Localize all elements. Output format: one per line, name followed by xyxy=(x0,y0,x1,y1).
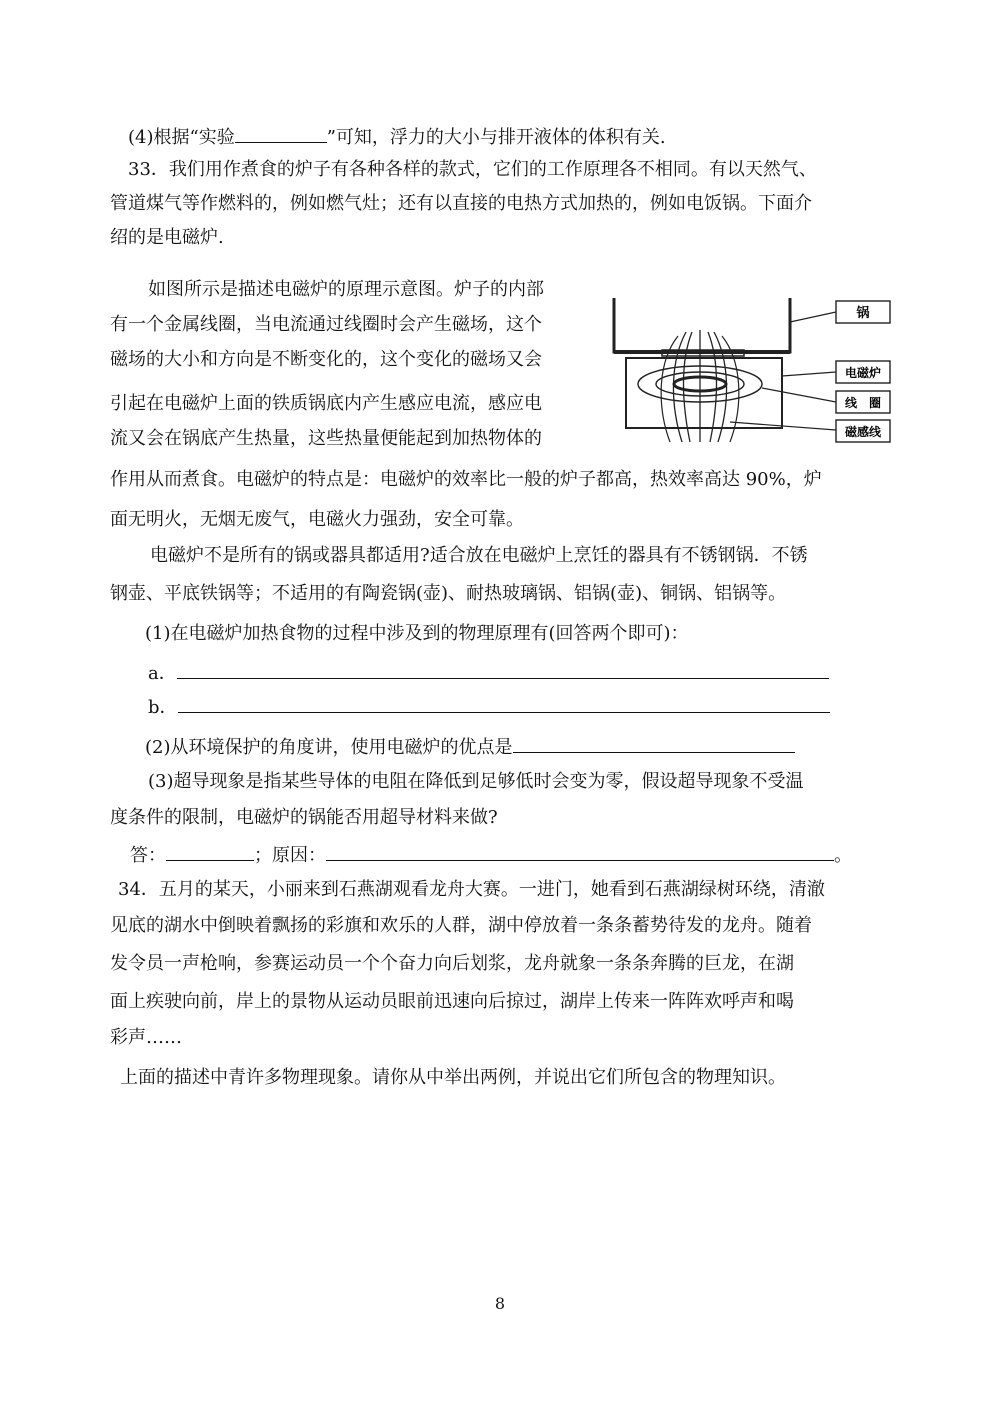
q33-p3-line1: 电磁炉不是所有的锅或器具都适用?适合放在电磁炉上烹饪的器具有不锈钢锅．不锈 xyxy=(150,545,808,566)
q32-part4-before: (4)根据“实验 xyxy=(128,127,235,148)
page-number: 8 xyxy=(494,1294,506,1313)
ans-blank[interactable] xyxy=(166,842,254,861)
cooker-body xyxy=(626,358,782,428)
sub2-text: (2)从环境保护的角度讲，使用电磁炉的优点是 xyxy=(145,737,513,758)
q32-answer-blank[interactable] xyxy=(235,124,327,143)
q32-part4-after: ”可知，浮力的大小与排开液体的体积有关. xyxy=(326,127,666,148)
q33-p2-line3: 磁场的大小和方向是不断变化的，这个变化的磁场又会 xyxy=(110,349,542,370)
q34-line2: 见底的湖水中倒映着飘扬的彩旗和欢乐的人群，湖中停放着一条条蓄势待发的龙舟。随着 xyxy=(110,915,812,936)
q33-sub3-line1: (3)超导现象是指某些导体的电阻在降低到足够低时会变为零，假设超导现象不受温 xyxy=(148,771,804,792)
q34-line5: 彩声…… xyxy=(110,1027,182,1048)
q33-p2-line5: 流又会在锅底产生热量，这些热量便能起到加热物体的 xyxy=(110,428,542,449)
q34-line3: 发令员一声枪响，参赛运动员一个个奋力向后划浆，龙舟就象一条条奔腾的巨龙，在湖 xyxy=(110,953,794,974)
answer-b-blank[interactable] xyxy=(178,694,830,713)
leader-coil xyxy=(762,388,836,402)
q33-sub3-line2: 度条件的限制，电磁炉的锅能否用超导材料来做? xyxy=(110,807,498,828)
leader-pot xyxy=(790,312,836,322)
sub2-answer-blank[interactable] xyxy=(513,734,795,753)
leader-cooker xyxy=(782,372,836,376)
q33-p2-line4: 引起在电磁炉上面的铁质锅底内产生感应电流，感应电 xyxy=(110,393,542,414)
reason-blank[interactable] xyxy=(326,842,834,861)
label-b: b． xyxy=(148,697,178,718)
answer-a-blank[interactable] xyxy=(177,660,829,679)
q33-p3-line2: 钢壶、平底铁锅等；不适用的有陶瓷锅(壶)、耐热玻璃锅、铝锅(壶)、铜锅、铝锅等。 xyxy=(110,583,787,604)
diagram-svg xyxy=(600,292,900,452)
pot-outline xyxy=(614,298,790,352)
ans-end: 。 xyxy=(834,845,852,866)
q33-intro-line3: 绍的是电磁炉. xyxy=(110,227,224,248)
q34-line1: 34．五月的某天，小丽来到石燕湖观看龙舟大赛。一进门，她看到石燕湖绿树环绕，清澈 xyxy=(118,879,825,900)
label-field: 磁感线 xyxy=(844,425,882,439)
q33-p2-line2: 有一个金属线圈，当电流通过线圈时会产生磁场，这个 xyxy=(110,314,542,335)
q33-sub1: (1)在电磁炉加热食物的过程中涉及到的物理原理有(回答两个即可)： xyxy=(145,623,689,644)
q33-p2-line6: 作用从而煮食。电磁炉的特点是：电磁炉的效率比一般的炉子都高，热效率高达 90%，炉 xyxy=(110,469,822,490)
label-cooker: 电磁炉 xyxy=(844,366,882,380)
q33-answer-a xyxy=(148,660,829,686)
q33-sub2 xyxy=(145,734,795,760)
q33-p2-line1: 如图所示是描述电磁炉的原理示意图。炉子的内部 xyxy=(148,279,544,300)
induction-cooker-diagram xyxy=(600,292,900,452)
reason-label: ；原因： xyxy=(254,845,326,866)
label-coil: 线 圈 xyxy=(844,396,882,410)
q32-part4 xyxy=(128,124,666,150)
q33-intro-line1: 33．我们用作煮食的炉子有各种各样的款式，它们的工作原理各不相同。有以天然气、 xyxy=(128,159,817,180)
q33-intro-line2: 管道煤气等作燃料的，例如燃气灶；还有以直接的电热方式加热的，例如电饭锅。下面介 xyxy=(110,193,812,214)
q34-line4: 面上疾驶向前，岸上的景物从运动员眼前迅速向后掠过，湖岸上传来一阵阵欢呼声和喝 xyxy=(110,991,794,1012)
ans-label: 答： xyxy=(130,845,166,866)
q34-line6: 上面的描述中青许多物理现象。请你从中举出两例，并说出它们所包含的物理知识。 xyxy=(120,1067,786,1088)
field-line-4 xyxy=(708,332,717,442)
q33-answer-b xyxy=(148,694,830,720)
label-pot: 锅 xyxy=(856,306,870,321)
q33-p2-line7: 面无明火，无烟无废气，电磁火力强劲，安全可靠。 xyxy=(110,509,524,530)
field-line-2 xyxy=(684,332,693,442)
q33-sub3-answer xyxy=(130,842,852,868)
label-a: a． xyxy=(148,663,177,684)
